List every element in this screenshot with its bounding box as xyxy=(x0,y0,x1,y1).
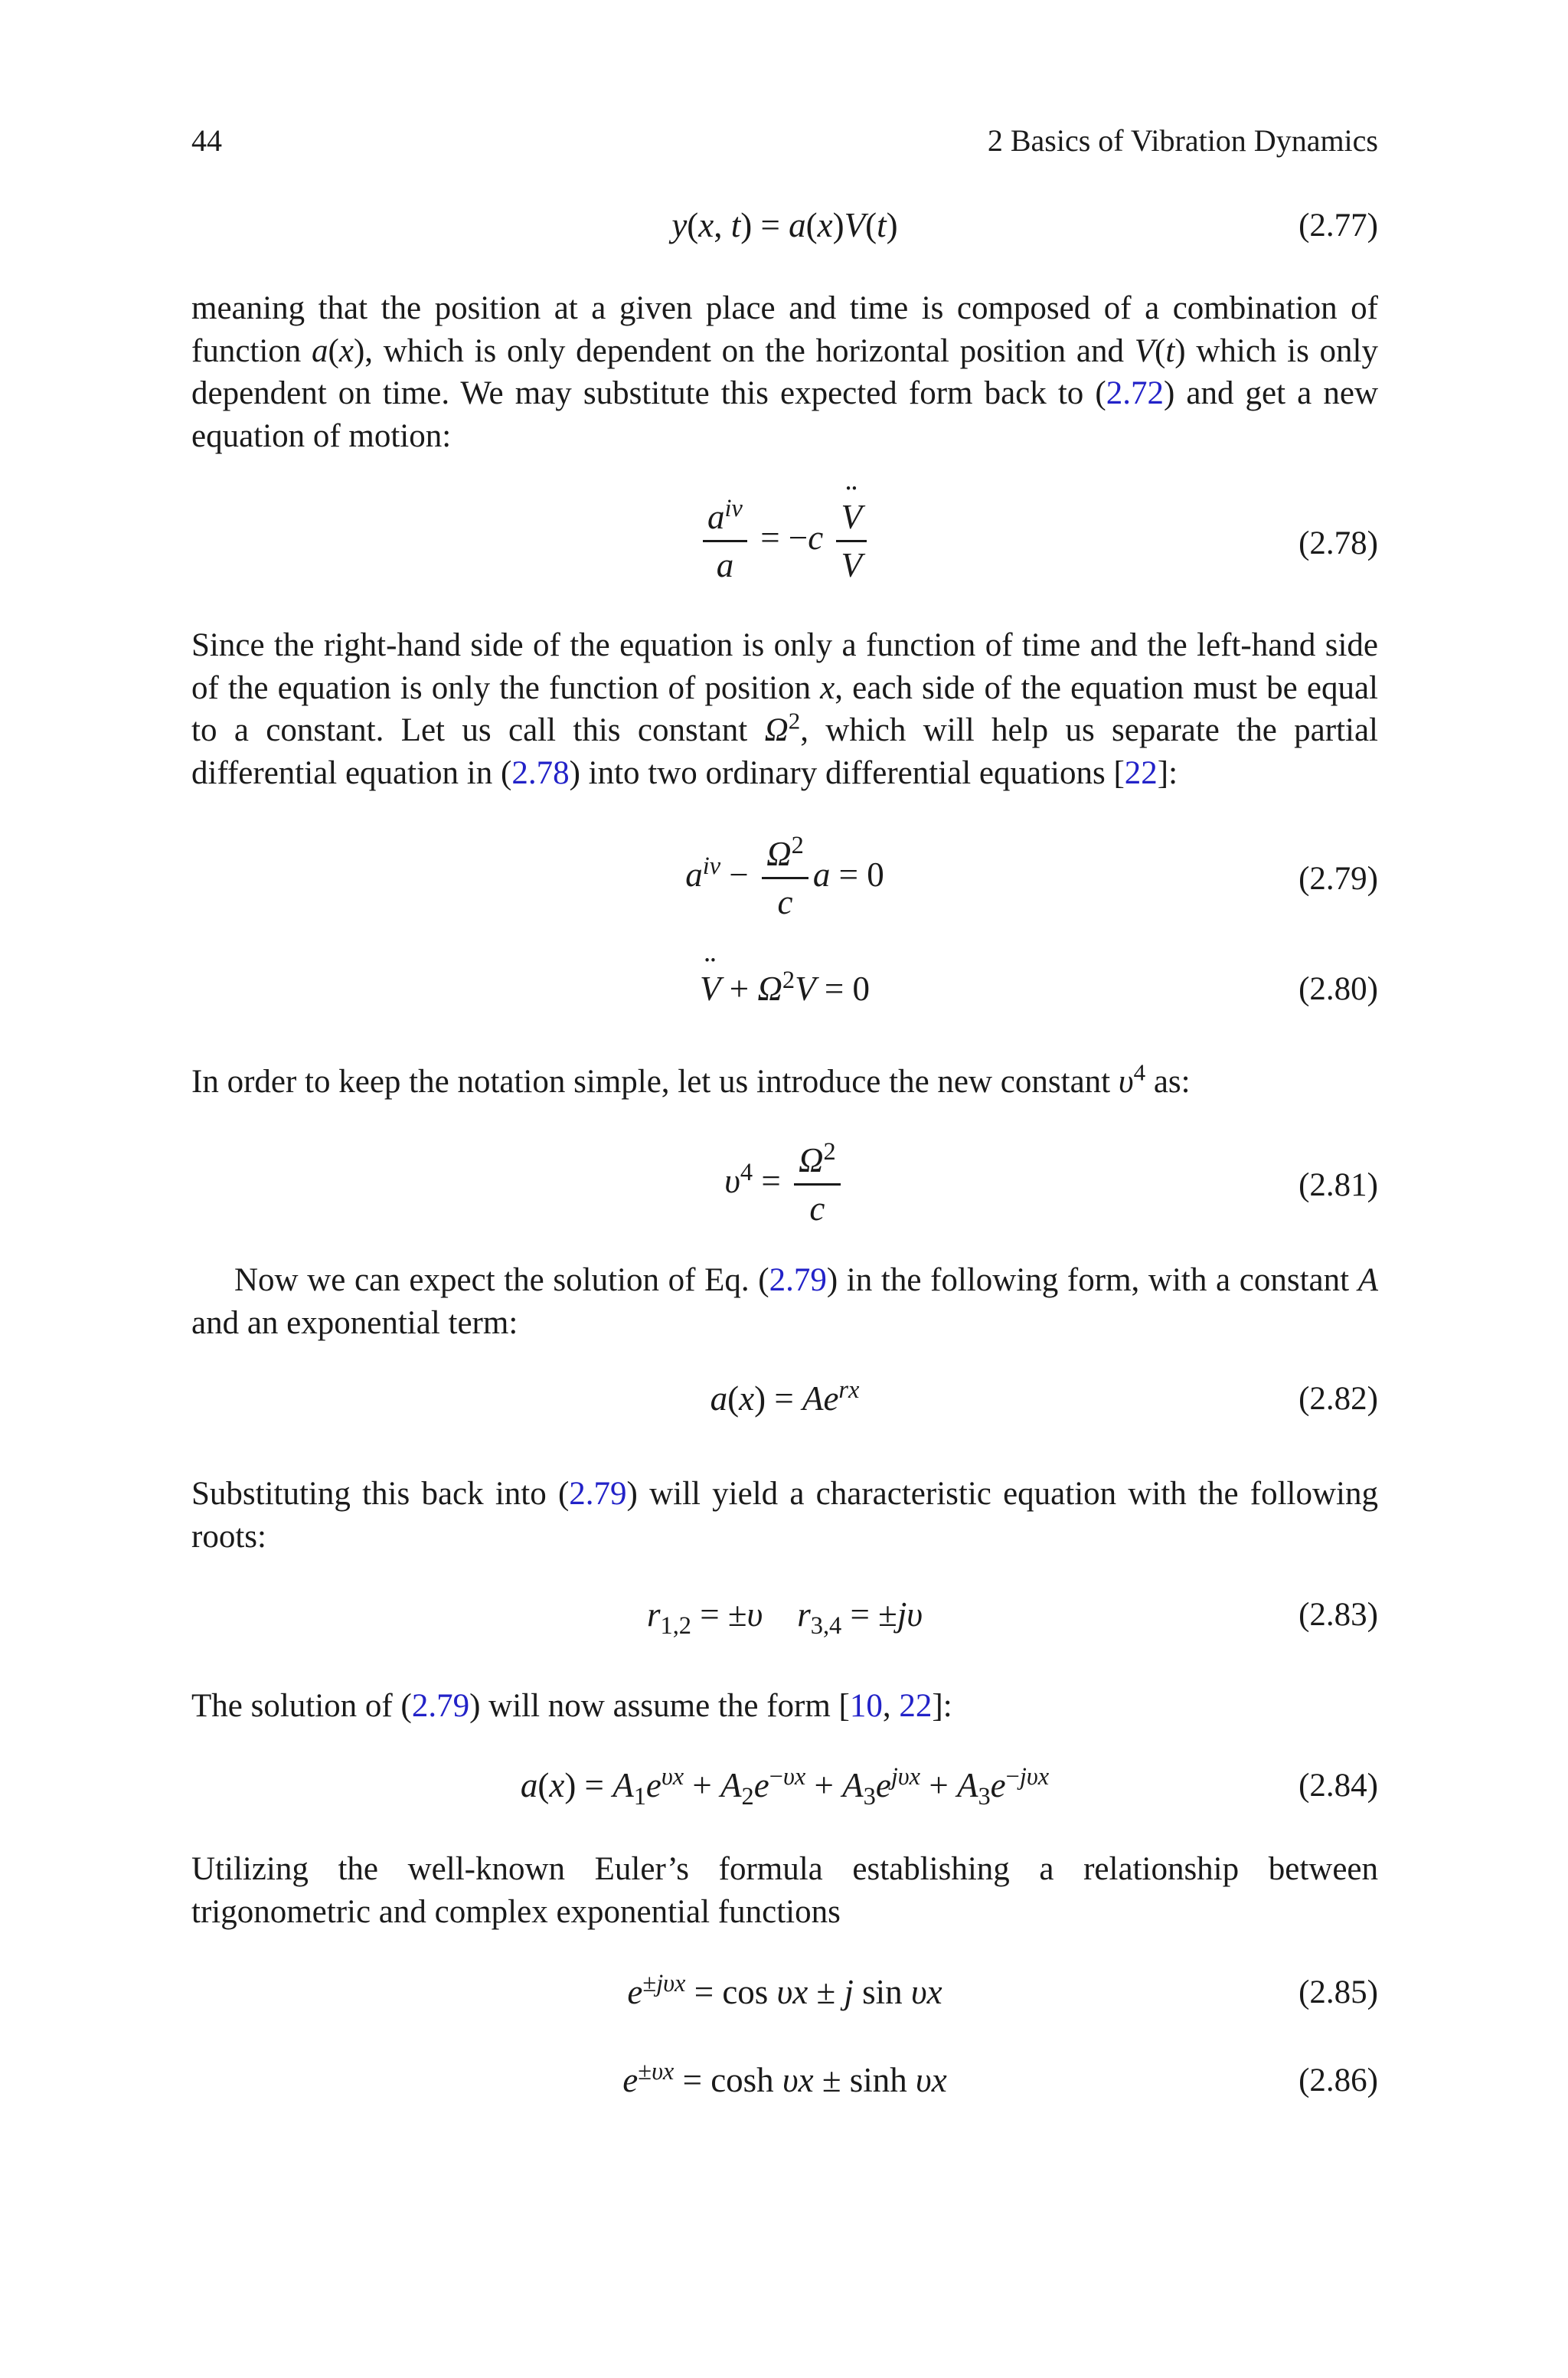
equation-body: $e^{\pm\upsilon x} = \cosh \upsilon x \pm \sinh \upsilon x$ xyxy=(622,2058,947,2099)
equation-body: ¨ $V + \Omega^2V = 0$ xyxy=(191,969,1378,1009)
citation-link[interactable]: 22 xyxy=(899,1688,933,1724)
equation-2-86 xyxy=(191,2060,1378,2106)
equation-body: $a^{iv}$ − $\frac{\Omega^2}{c}$ a = 0 xyxy=(685,832,884,921)
equation-2-85 xyxy=(191,1972,1378,2018)
equation-number: (2.81) xyxy=(1298,1167,1378,1203)
equation-reference-link[interactable]: 2.79 xyxy=(411,1688,470,1724)
equation-body: $e^{\pm j\upsilon x} = \cos \upsilon x \pm j$ sin υx xyxy=(627,1970,942,2011)
citation-link[interactable]: 10 xyxy=(849,1688,883,1724)
equation-reference-link[interactable]: 2.72 xyxy=(1106,375,1164,411)
equation-reference-link[interactable]: 2.79 xyxy=(769,1262,827,1298)
equation-body: $\upsilon^4$ = $\frac{\Omega^2}{c}$ xyxy=(191,1137,1378,1232)
equation-number: (2.82) xyxy=(1298,1381,1378,1417)
paragraph: The solution of (2.79) will now assume the form [10, 22]: xyxy=(191,1688,952,1724)
equation-number: (2.83) xyxy=(1298,1597,1378,1633)
equation-number: (2.79) xyxy=(1298,861,1378,897)
equation-2-80 xyxy=(191,969,1378,1015)
equation-number: (2.86) xyxy=(1298,2062,1378,2098)
equation-number: (2.78) xyxy=(1298,525,1378,561)
paragraph: Now we can expect the solution of Eq. (2.79) in the following form, with a constant A and an exponential term: xyxy=(191,1262,1378,1341)
page-header xyxy=(191,123,1378,161)
citation-link[interactable]: 22 xyxy=(1124,754,1158,791)
paragraph: Since the right-hand side of the equation is only a function of time and the left-hand side of the equation is only the function of position x, each side of the equation must be equal to a constant. Let us call this constant $\Omega^2$, which will help us separate the partial differential equation in (2.78) into two ordinary differential equations [22]: xyxy=(191,627,1378,791)
equation-number: (2.77) xyxy=(1298,208,1378,244)
equation-2-77 xyxy=(191,205,1378,251)
equation-body: $a(x) = A_1e^{\upsilon x} + A_2e^{-\upsilon x} + A_3e^{j\upsilon x} + A_3e^{-j\upsilon x}$ xyxy=(520,1763,1050,1810)
running-head: 2 Basics of Vibration Dynamics xyxy=(987,123,1378,158)
equation-body: y(x, t) = a(x)V(t) xyxy=(671,206,898,244)
equation-number: (2.85) xyxy=(1298,1974,1378,2010)
paragraph: Substituting this back into (2.79) will yield a characteristic equation with the following roots: xyxy=(191,1476,1378,1555)
equation-2-79 xyxy=(191,831,1378,931)
equation-number: (2.80) xyxy=(1298,971,1378,1007)
equation-2-84 xyxy=(191,1765,1378,1811)
equation-number: (2.84) xyxy=(1298,1768,1378,1804)
equation-2-81 xyxy=(191,1137,1378,1237)
equation-body: $a(x) = Ae^{rx}$ xyxy=(710,1376,860,1418)
equation-reference-link[interactable]: 2.78 xyxy=(511,754,570,791)
equation-body: $r_{1,2} = \pm\upsilon$ $r_{3,4} = \pm j\upsilon$ xyxy=(646,1595,923,1640)
paragraph: meaning that the position at a given place and time is composed of a combination of function a(x), which is only dependent on the horizontal position and V(t) which is only dependent on time. We may substitute this expected form back to (2.72) and get a new equation of motion: xyxy=(191,290,1378,454)
equation-2-82 xyxy=(191,1376,1378,1425)
equation-2-83 xyxy=(191,1595,1378,1640)
equation-body: $\frac{a^{iv}}{a}$ = −c ¨ $\frac{V}{V}$ xyxy=(191,494,1378,588)
paragraph: In order to keep the notation simple, let us introduce the new constant $\upsilon^4$ as: xyxy=(191,1058,1191,1100)
page-number: 44 xyxy=(191,123,222,158)
equation-reference-link[interactable]: 2.79 xyxy=(569,1476,627,1512)
paragraph: Utilizing the well-known Euler’s formula establishing a relationship between trigonometric and complex exponential functions xyxy=(191,1851,1378,1930)
equation-2-78 xyxy=(191,494,1378,594)
